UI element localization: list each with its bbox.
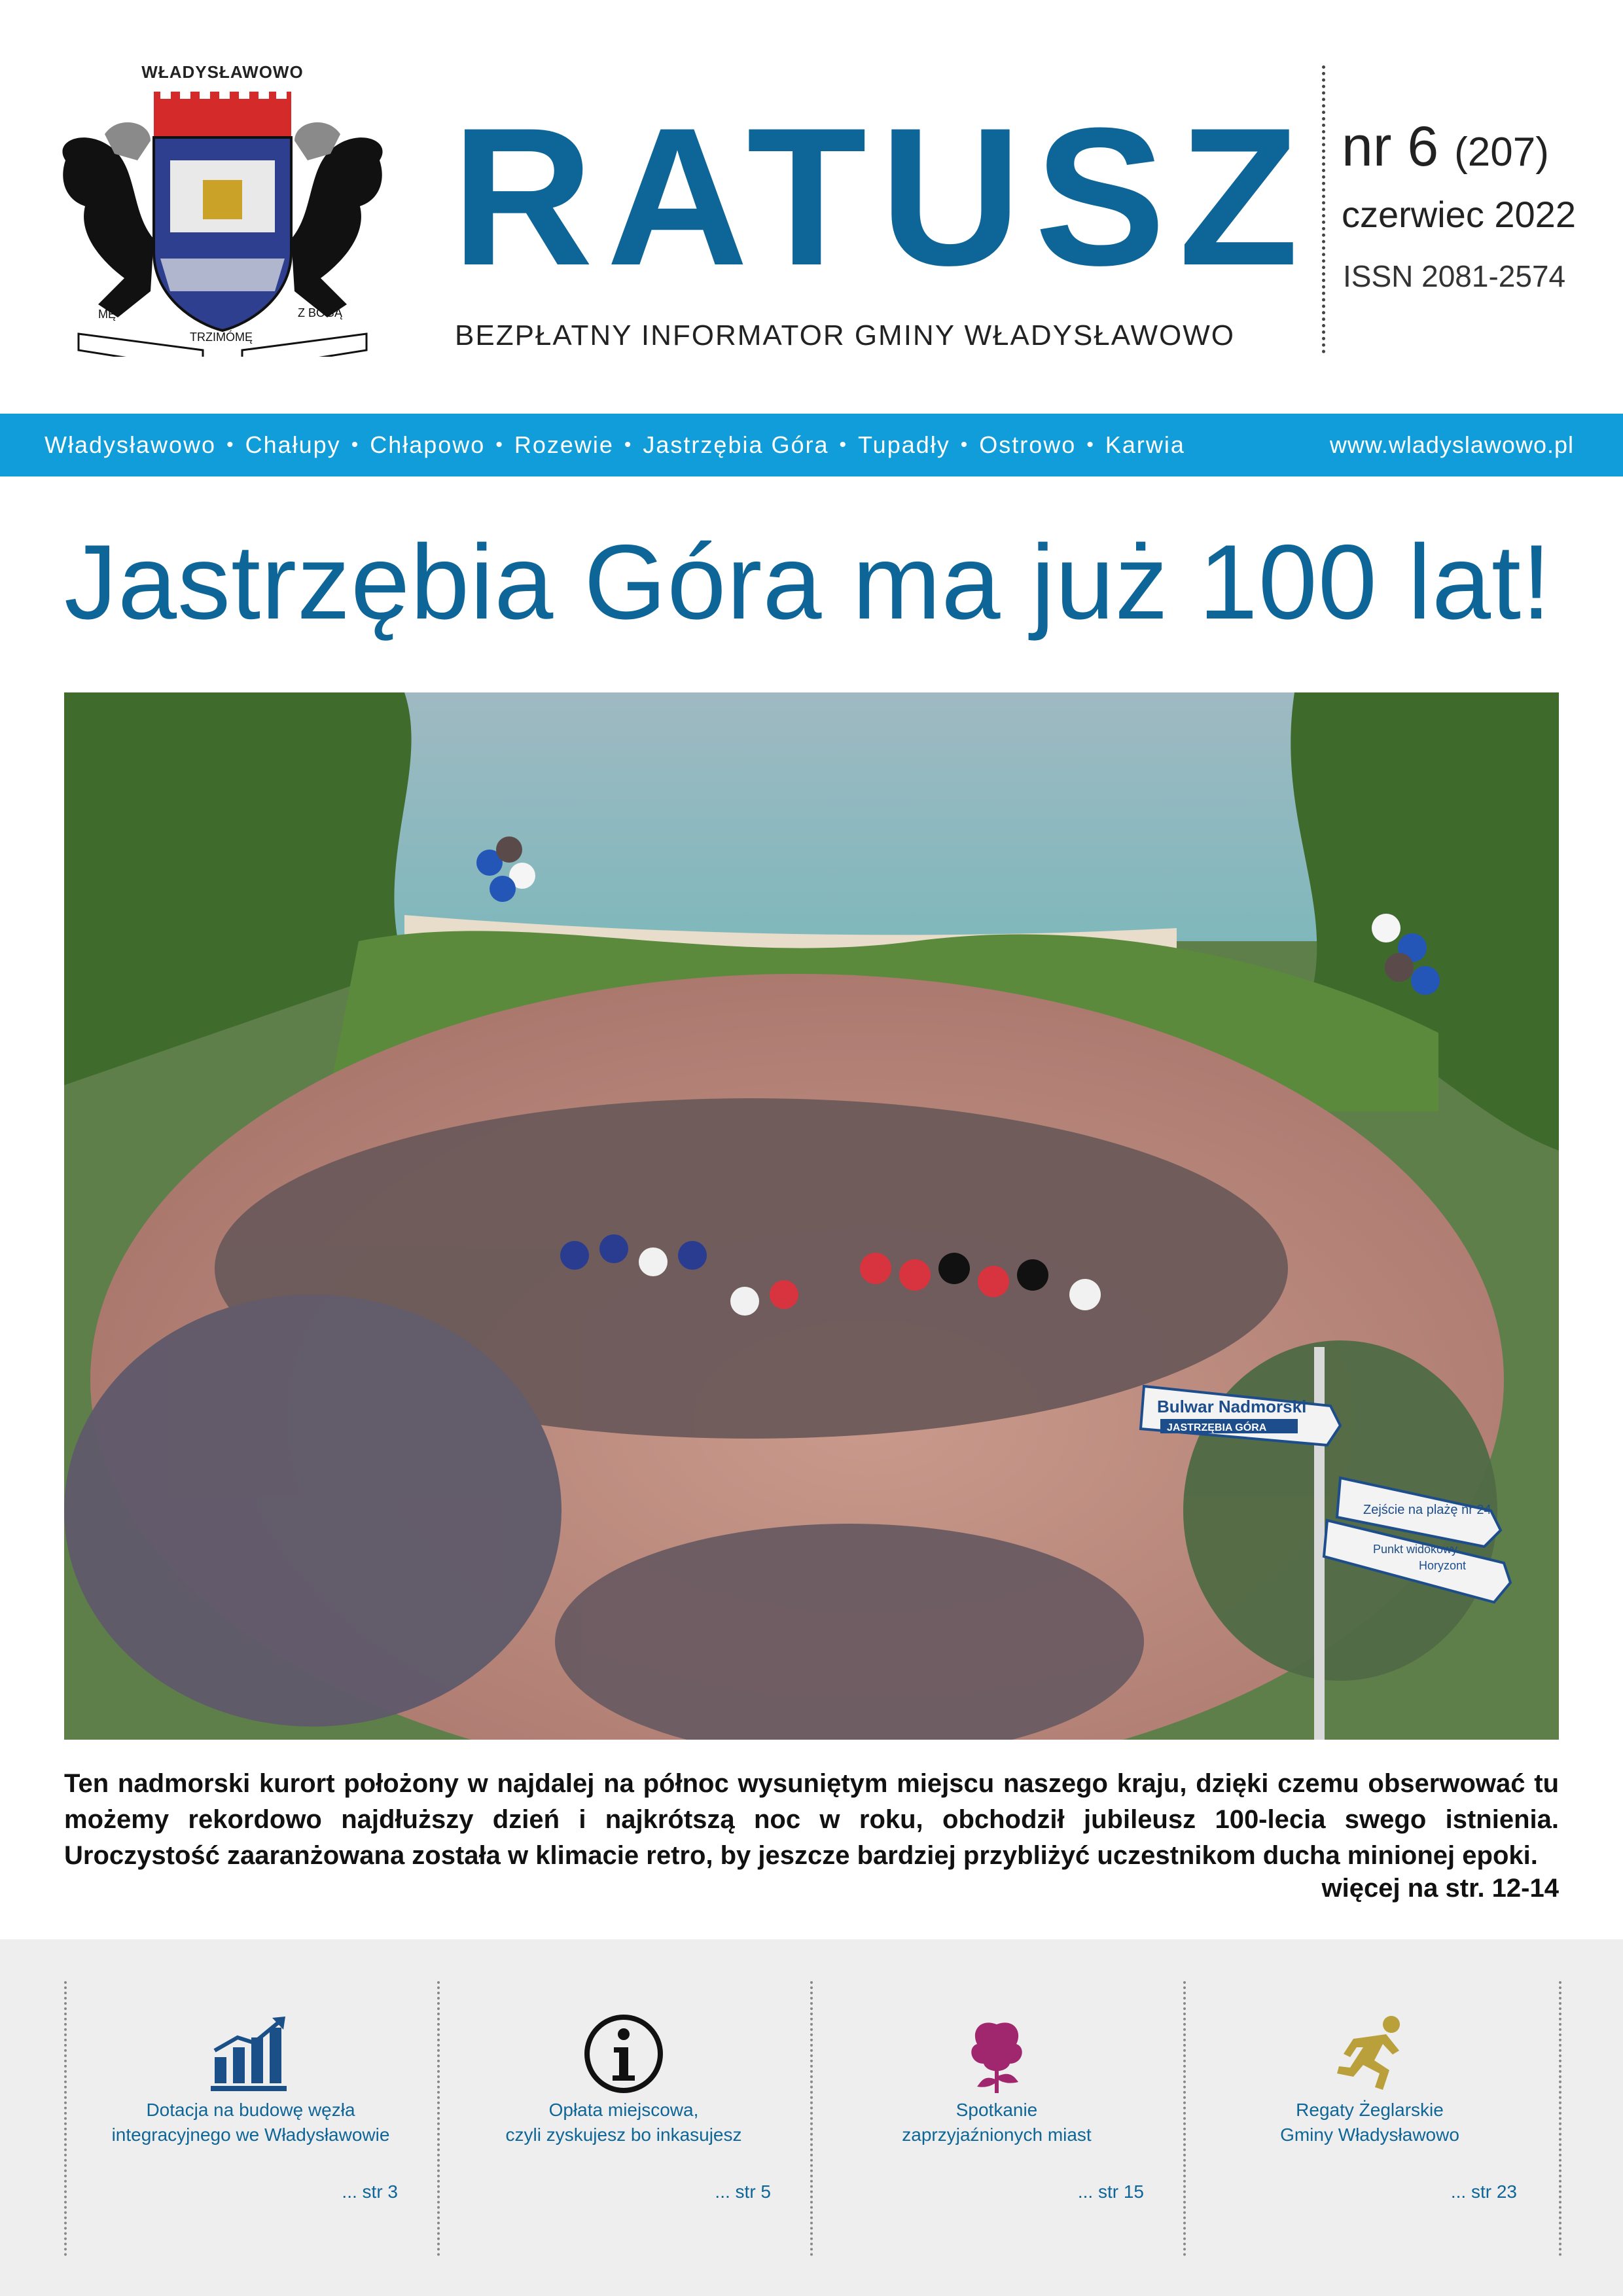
issue-issn: ISSN 2081-2574 — [1343, 259, 1566, 293]
teaser-caption — [64, 2098, 437, 2147]
locations-bar — [0, 414, 1623, 476]
location-item[interactable]: Rozewie — [514, 431, 614, 458]
masthead-title: RATUSZ — [452, 86, 1312, 306]
cover-lead-paragraph: Ten nadmorski kurort położony w najdalej na północ wysuniętym miejscu naszego kraju, dzięki czemu obserwować tu możemy rekordowo najdłuższy dzień i najkrótszą noc w roku, obchodził jubileusz 100-lecia swego istnienia. Uroczystość zaaranżowana została w klimacie retro, by jeszcze bardziej przybliżyć uczestnikom ducha minionej epoki. — [64, 1769, 1559, 1870]
issue-date: czerwiec 2022 — [1342, 194, 1576, 235]
read-more-link[interactable]: więcej na str. 12-14 — [1321, 1874, 1559, 1903]
footer-divider — [1559, 1981, 1561, 2256]
teaser-caption — [810, 2098, 1183, 2147]
teaser-page-ref: ... str 5 — [715, 2181, 771, 2202]
issue-number-value: nr 6 — [1342, 115, 1439, 178]
cover-photo — [64, 692, 1559, 1740]
runner-icon — [1327, 2011, 1412, 2096]
teaser-caption-line: czyli zyskujesz bo inkasujesz — [505, 2125, 742, 2145]
location-item[interactable]: Chłapowo — [370, 431, 486, 458]
teaser-page-ref: ... str 23 — [1450, 2181, 1517, 2202]
teaser-caption-line: Dotacja na budowę węzła — [146, 2100, 355, 2120]
sign-main-text: Bulwar Nadmorski — [1157, 1397, 1307, 1416]
teasers-footer — [0, 1939, 1623, 2296]
teaser-caption-line: zaprzyjaźnionych miast — [902, 2125, 1092, 2145]
teaser-caption-line: Spotkanie — [955, 2100, 1038, 2120]
bar-chart-icon — [208, 2011, 293, 2096]
crest-motto-center: TRZIMÓMĘ — [190, 331, 253, 344]
website-link[interactable]: www.wladyslawowo.pl — [1329, 431, 1574, 458]
separator-dot: • — [351, 434, 360, 456]
separator-dot: • — [226, 434, 235, 456]
teaser-caption — [1183, 2098, 1556, 2147]
info-icon — [581, 2011, 666, 2096]
masthead-tagline: BEZPŁATNY INFORMATOR GMINY WŁADYSŁAWOWO — [455, 319, 1235, 351]
header-divider — [1322, 65, 1325, 353]
teaser-caption — [437, 2098, 810, 2147]
teaser-card[interactable] — [810, 1939, 1183, 2296]
locations-list — [45, 414, 1185, 476]
teaser-card[interactable] — [64, 1939, 437, 2296]
coat-of-arms-icon — [39, 62, 406, 357]
teaser-card[interactable] — [437, 1939, 810, 2296]
teaser-card[interactable] — [1183, 1939, 1556, 2296]
teaser-caption-line: Gminy Władysławowo — [1280, 2125, 1459, 2145]
separator-dot: • — [624, 434, 633, 456]
municipality-crest — [39, 62, 406, 357]
sign-view-text-2: Horyzont — [1419, 1559, 1467, 1572]
teaser-caption-line: integracyjnego we Władysławowie — [111, 2125, 390, 2145]
separator-dot: • — [960, 434, 969, 456]
teaser-page-ref: ... str 3 — [342, 2181, 398, 2202]
cover-headline: Jastrzębia Góra ma już 100 lat! — [64, 523, 1552, 641]
location-item[interactable]: Karwia — [1105, 431, 1185, 458]
crest-motto-left: MĘ — [98, 308, 116, 321]
location-item[interactable]: Władysławowo — [45, 431, 217, 458]
teaser-caption-line: Opłata miejscowa, — [548, 2100, 699, 2120]
issue-number — [1342, 115, 1549, 179]
teaser-caption-line: Regaty Żeglarskie — [1296, 2100, 1444, 2120]
crest-city-name: WŁADYSŁAWOWO — [141, 62, 304, 82]
separator-dot: • — [495, 434, 504, 456]
sign-sub-text: JASTRZĘBIA GÓRA — [1167, 1422, 1267, 1433]
issue-total: (207) — [1454, 130, 1549, 175]
flower-icon — [954, 2011, 1039, 2096]
separator-dot: • — [1086, 434, 1095, 456]
separator-dot: • — [839, 434, 848, 456]
location-item[interactable]: Jastrzębia Góra — [643, 431, 829, 458]
sign-view-text-1: Punkt widokowy — [1373, 1543, 1458, 1556]
location-item[interactable]: Tupadły — [858, 431, 950, 458]
teaser-page-ref: ... str 15 — [1077, 2181, 1144, 2202]
crowd-photo-illustration — [64, 692, 1559, 1740]
location-item[interactable]: Chałupy — [245, 431, 341, 458]
sign-beach-text: Zejście na plażę nr 24 — [1363, 1503, 1491, 1517]
crest-motto-right: Z BÓGĄ — [298, 306, 343, 319]
location-item[interactable]: Ostrowo — [979, 431, 1077, 458]
